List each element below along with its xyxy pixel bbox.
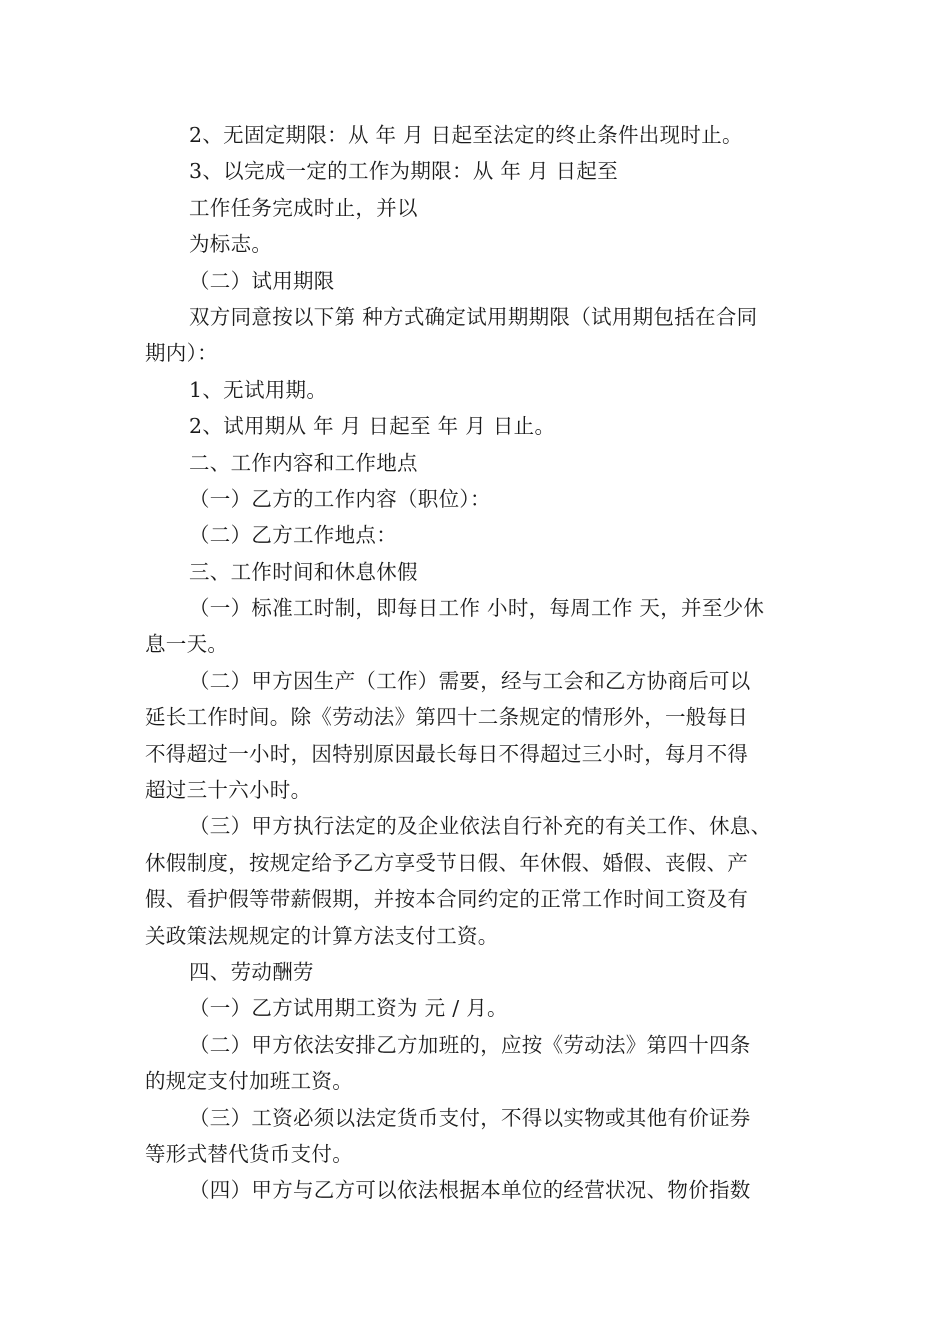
text-line: （三）甲方执行法定的及企业依法自行补充的有关工作、休息、 bbox=[189, 814, 772, 839]
text-line: 假、看护假等带薪假期，并按本合同约定的正常工作时间工资及有 bbox=[145, 887, 749, 912]
text-line: 四、劳动酬劳 bbox=[189, 959, 314, 984]
text-line: 延长工作时间。除《劳动法》第四十二条规定的情形外，一般每日 bbox=[145, 705, 749, 730]
text-line: 三、工作时间和休息休假 bbox=[189, 559, 418, 584]
text-line: （二）乙方工作地点： bbox=[189, 523, 397, 548]
text-line: 等形式替代货币支付。 bbox=[145, 1141, 353, 1166]
text-line: 2、试用期从 年 月 日起至 年 月 日止。 bbox=[189, 414, 556, 439]
text-line: 为标志。 bbox=[189, 232, 273, 257]
text-line: 双方同意按以下第 种方式确定试用期期限（试用期包括在合同 bbox=[189, 304, 758, 329]
text-line: （二）甲方依法安排乙方加班的，应按《劳动法》第四十四条 bbox=[189, 1032, 751, 1057]
document-page bbox=[145, 117, 810, 1209]
text-line: （三）工资必须以法定货币支付，不得以实物或其他有价证券 bbox=[189, 1105, 751, 1130]
text-line: 期内）： bbox=[145, 341, 218, 366]
text-line: （二）甲方因生产（工作）需要，经与工会和乙方协商后可以 bbox=[189, 668, 751, 693]
text-line: 3、以完成一定的工作为期限：从 年 月 日起至 bbox=[189, 159, 618, 184]
text-line: 息一天。 bbox=[145, 632, 229, 657]
text-line: 休假制度，按规定给予乙方享受节日假、年休假、婚假、丧假、产 bbox=[145, 850, 749, 875]
text-line: 2、无固定期限：从 年 月 日起至法定的终止条件出现时止。 bbox=[189, 123, 743, 147]
text-line: 不得超过一小时，因特别原因最长每日不得超过三小时，每月不得 bbox=[145, 741, 749, 766]
text-line: 工作任务完成时止，并以 bbox=[189, 195, 418, 220]
text-line: 的规定支付加班工资。 bbox=[145, 1069, 353, 1094]
text-line: 关政策法规规定的计算方法支付工资。 bbox=[145, 923, 499, 948]
text-line: （一）乙方试用期工资为 元 / 月。 bbox=[189, 996, 508, 1021]
text-line: （一）标准工时制，即每日工作 小时，每周工作 天，并至少休 bbox=[189, 596, 765, 621]
text-line: （二）试用期限 bbox=[189, 268, 335, 293]
text-line: （四）甲方与乙方可以依法根据本单位的经营状况、物价指数 bbox=[189, 1178, 751, 1203]
text-line: （一）乙方的工作内容（职位）： bbox=[189, 486, 491, 511]
text-line: 1、无试用期。 bbox=[189, 377, 328, 402]
text-line: 超过三十六小时。 bbox=[145, 778, 312, 803]
text-line: 二、工作内容和工作地点 bbox=[189, 450, 418, 475]
